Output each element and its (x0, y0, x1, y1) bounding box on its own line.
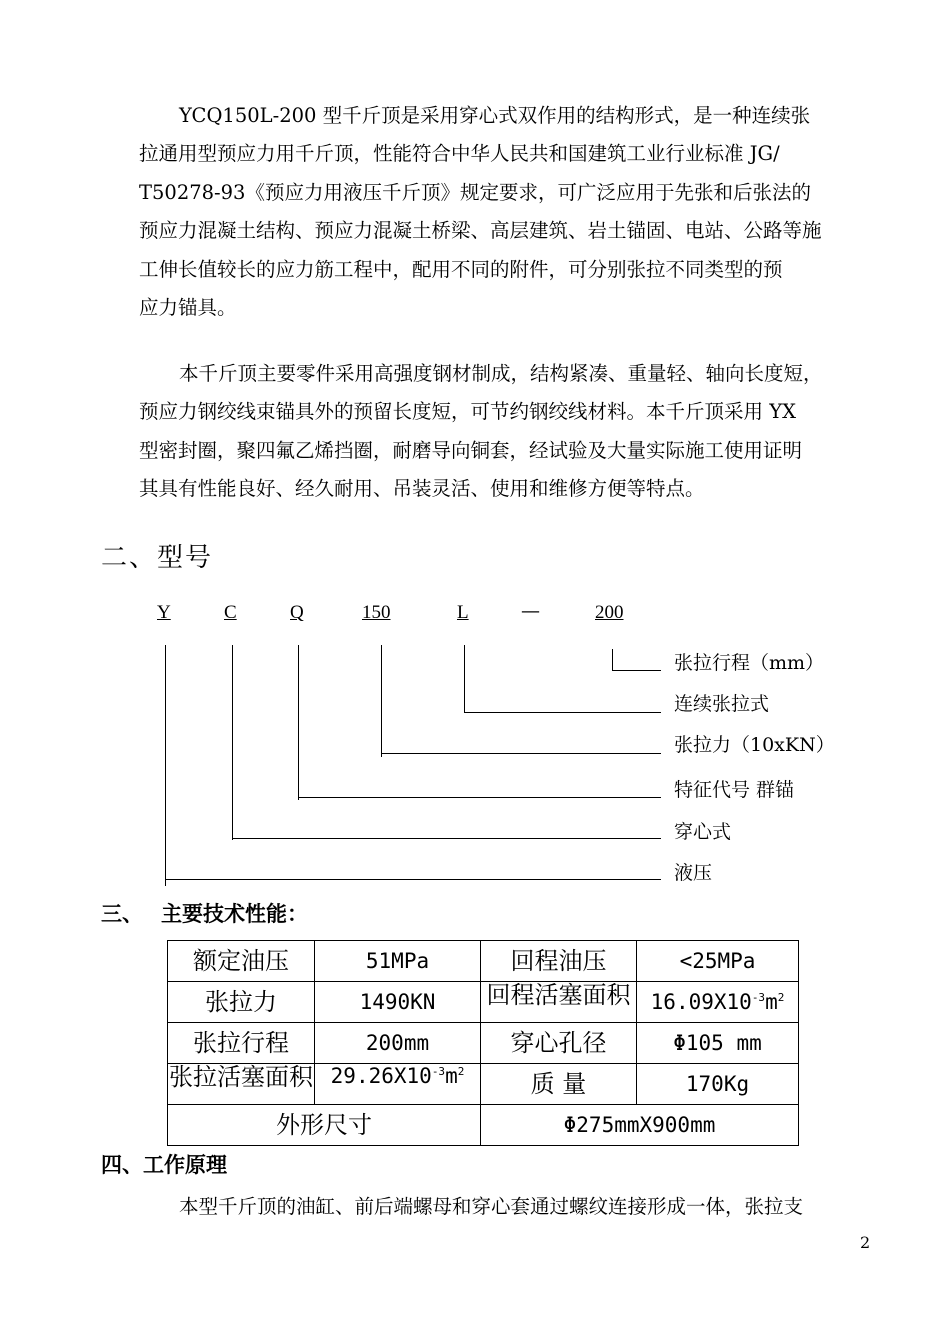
spec-table (167, 940, 799, 1146)
connector-line (612, 649, 613, 671)
table-cell: 回程油压 (481, 941, 637, 982)
text-line: 工伸长值较长的应力筋工程中，配用不同的附件，可分别张拉不同类型的预 (139, 257, 783, 281)
table-cell: 51MPa (315, 941, 481, 982)
table-cell: 回程活塞面积 (481, 982, 637, 1023)
exponent: -3 (431, 1065, 446, 1078)
label-continuous: 连续张拉式 (674, 693, 770, 715)
table-cell: 1490KN (315, 982, 481, 1023)
text-line: 本型千斤顶的油缸、前后端螺母和穿心套通过螺纹连接形成一体，张拉支 (179, 1195, 804, 1218)
table-cell: 外形尺寸 (168, 1105, 481, 1146)
connector-line (165, 879, 661, 880)
code-c: C (224, 602, 237, 623)
connector-line (298, 645, 299, 800)
unit: m (445, 1064, 458, 1088)
code-force: 150 (362, 602, 391, 623)
text-line: 拉通用型预应力用千斤顶，性能符合中华人民共和国建筑工业行业标准 JG/ (139, 142, 780, 166)
connector-line (232, 645, 233, 840)
connector-line (464, 712, 661, 713)
label-hydraulic: 液压 (674, 862, 713, 884)
connector-line (381, 753, 661, 754)
table-cell: 质 量 (481, 1064, 637, 1105)
connector-line (298, 797, 661, 798)
section-heading-model: 二、型号 (101, 543, 214, 573)
text-line: 预应力混凝土结构、预应力混凝土桥梁、高层建筑、岩土锚固、电站、公路等施 (139, 219, 822, 243)
text-line: YCQ150L-200 型千斤顶是采用穿心式双作用的结构形式，是一种连续张 (179, 104, 811, 127)
exponent: 2 (457, 1065, 465, 1078)
table-row (168, 941, 799, 982)
label-force: 张拉力（10xKN） (674, 734, 835, 756)
exponent: -3 (751, 991, 766, 1004)
text-line: 应力锚具。 (139, 296, 237, 320)
table-cell: 200mm (315, 1023, 481, 1064)
code-q: Q (290, 602, 304, 623)
text-line: T50278-93《预应力用液压千斤顶》规定要求，可广泛应用于先张和后张法的 (139, 180, 811, 204)
table-cell (315, 1064, 481, 1105)
connector-line (232, 838, 661, 839)
connector-line (612, 670, 661, 671)
table-cell: 170Kg (637, 1064, 799, 1105)
table-cell: Φ275mmX900mm (481, 1105, 799, 1146)
page-number: 2 (860, 1233, 871, 1252)
table-cell (637, 982, 799, 1023)
table-cell: 张拉活塞面积 (168, 1064, 315, 1105)
text-line: 本千斤顶主要零件采用高强度钢材制成，结构紧凑、重量轻、轴向长度短， (179, 362, 823, 385)
label-stroke: 张拉行程（mm） (674, 652, 825, 674)
connector-line (464, 645, 465, 713)
code-dash: — (521, 600, 540, 622)
code-l: L (457, 602, 469, 623)
text-line: 预应力钢绞线束锚具外的预留长度短，可节约钢绞线材料。本千斤顶采用 YX (139, 400, 796, 424)
unit: m (765, 990, 778, 1014)
table-row (168, 982, 799, 1023)
table-cell: <25MPa (637, 941, 799, 982)
code-stroke: 200 (595, 602, 624, 623)
table-row (168, 1064, 799, 1105)
intro-paragraph-2 (139, 355, 871, 509)
intro-paragraph-1 (139, 97, 871, 327)
connector-line (165, 645, 166, 886)
table-cell: 张拉行程 (168, 1023, 315, 1064)
section-heading-specs (101, 898, 308, 928)
value-text: 16.09X10 (650, 990, 752, 1014)
principle-paragraph (139, 1188, 871, 1226)
table-cell: 穿心孔径 (481, 1023, 637, 1064)
label-feature: 特征代号 群锚 (674, 779, 795, 801)
value-text: 29.26X10 (330, 1064, 432, 1088)
table-cell: 额定油压 (168, 941, 315, 982)
exponent: 2 (777, 991, 785, 1004)
section-heading-principle: 四、工作原理 (101, 1152, 227, 1177)
text-line: 其具有性能良好、经久耐用、吊装灵活、使用和维修方便等特点。 (139, 477, 705, 501)
table-row (168, 1023, 799, 1064)
table-cell: 张拉力 (168, 982, 315, 1023)
code-y: Y (157, 602, 171, 623)
table-row (168, 1105, 799, 1146)
text-line: 型密封圈，聚四氟乙烯挡圈，耐磨导向铜套，经试验及大量实际施工使用证明 (139, 438, 803, 462)
connector-line (381, 645, 382, 757)
section-title: 主要技术性能： (161, 901, 308, 926)
table-cell: Φ105 mm (637, 1023, 799, 1064)
label-through: 穿心式 (674, 821, 732, 843)
section-number: 三、 (101, 901, 143, 926)
